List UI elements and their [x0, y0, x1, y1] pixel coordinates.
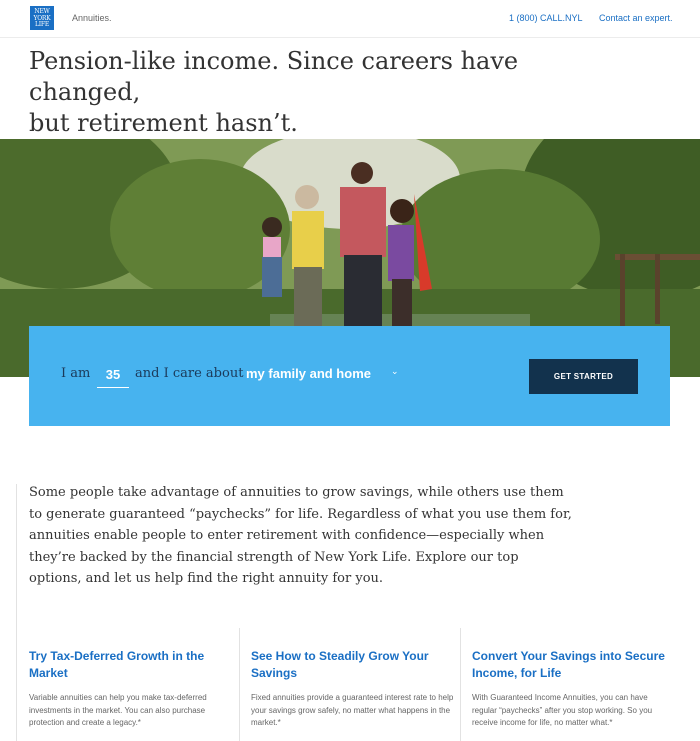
new-york-life-logo[interactable]	[30, 6, 54, 30]
get-started-button[interactable]: GET STARTED	[529, 359, 638, 394]
logo-line-1: NEW	[34, 8, 50, 15]
headline-line-1: Pension-like income. Since careers have changed,	[29, 47, 519, 106]
logo-line-2: YORK	[33, 14, 51, 22]
card-description: With Guaranteed Income Annuities, you can have regular “paychecks” after you stop working. So you receive income for life, no matter what.*	[472, 693, 653, 727]
phone-link[interactable]: 1 (800) CALL.NYL	[509, 13, 583, 23]
form-middle-label: and I care about	[135, 366, 244, 381]
card-title[interactable]: Convert Your Savings into Secure Income, for Life	[472, 649, 665, 680]
concern-dropdown[interactable]: my family and home	[246, 366, 371, 381]
age-input[interactable]	[97, 362, 129, 388]
section-label: Annuities.	[72, 13, 112, 23]
headline-line-2: but retirement hasn’t.	[29, 109, 298, 137]
card-description: Variable annuities can help you make tax-deferred investments in the market. You can also purchase protection and create a legacy.*	[29, 693, 207, 727]
logo-line-3: LIFE	[34, 21, 50, 28]
intro-divider	[16, 484, 17, 741]
page-headline	[29, 46, 629, 139]
form-prefix-label: I am	[61, 366, 91, 381]
top-navigation-bar	[0, 0, 700, 38]
card-title[interactable]: See How to Steadily Grow Your Savings	[251, 649, 429, 680]
card-variable-annuities[interactable]	[29, 628, 239, 730]
card-title[interactable]: Try Tax-Deferred Growth in the Market	[29, 649, 205, 680]
card-divider	[239, 628, 240, 741]
contact-expert-link[interactable]: Contact an expert.	[599, 13, 673, 23]
card-guaranteed-income[interactable]	[472, 628, 672, 730]
card-description: Fixed annuities provide a guaranteed interest rate to help your savings grow safely, no matter what happens in the market.*	[251, 693, 454, 727]
intro-paragraph: Some people take advantage of annuities to grow savings, while others use them to generate guaranteed “paychecks” for life. Regardless of what you use them for, annuities enable people to enter retirement with confidence—especially when they’re backed by the financial strength of New York Life. Explore our top options, and let us help find the right annuity for you.	[29, 485, 572, 586]
card-fixed-annuities[interactable]	[251, 628, 461, 730]
chevron-down-icon[interactable]: ⌄	[391, 366, 399, 376]
